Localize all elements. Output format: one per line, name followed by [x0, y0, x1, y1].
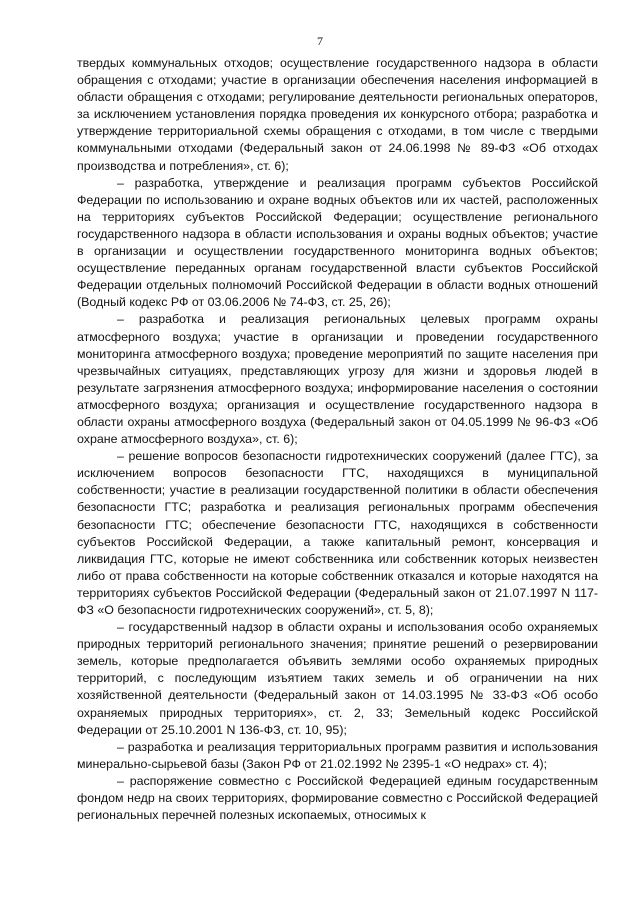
paragraph-hydro-structures: – решение вопросов безопасности гидротехнических сооружений (далее ГТС), за исключением вопросов безопасности ГТС, находящихся в муниципальной собственности; участие в реализации государственной политики в области обеспечения безопасности ГТС; разработка и реализация региональных программ обеспечения безопасности ГТС; обеспечение безопасности ГТС, находящихся в собственности субъектов Российской Федерации, а также капитальный ремонт, консервация и ликвидация ГТС, которые не имеют собственника или собственник которых неизвестен либо от права собственности на которые собственник отказался и которые находятся на территориях субъектов Российской Федерации (Федеральный закон от 21.07.1997 N 117-ФЗ «О безопасности гидротехнических сооружений», ст. 5, 8);	[77, 449, 598, 617]
paragraph-air-protection: – разработка и реализация региональных целевых программ охраны атмосферного воздуха; участие в организации и проведении государственного мониторинга атмосферного воздуха; проведение мероприятий по защите населения при чрезвычайных ситуациях, представляющих угрозу для жизни и здоровья людей в результате загрязнения атмосферного воздуха; информирование населения о состоянии атмосферного воздуха; организация и осуществление государственного надзора в области охраны атмосферного воздуха (Федеральный закон от 04.05.1999 № 96-ФЗ «Об охране атмосферного воздуха», ст. 6);	[77, 312, 598, 447]
paragraph-mineral-base: – разработка и реализация территориальных программ развития и использования минерально-сырьевой базы (Закон РФ от 21.02.1992 № 2395-1 «О недрах» ст. 4);	[77, 739, 598, 771]
paragraph-water-objects: – разработка, утверждение и реализация программ субъектов Российской Федерации по использованию и охране водных объектов или их частей, расположенных на территориях субъектов Российской Федерации; осуществление регионального государственного надзора в области использования и охраны водных объектов; участие в организации и осуществлении государственного мониторинга водных объектов; осуществление переданных органам государственной власти субъектов Российской Федерации отдельных полномочий Российской Федерации в области водных отношений (Водный кодекс РФ от 03.06.2006 № 74-ФЗ, ст. 25, 26);	[77, 175, 598, 310]
paragraph-protected-territories: – государственный надзор в области охраны и использования особо охраняемых природных территорий регионального значения; принятие решений о резервировании земель, которые предполагается объявить землями особо охраняемых природных территорий, с последующим изъятием таких земель и об ограничении на них хозяйственной деятельности (Федеральный закон от 14.03.1995 № 33-ФЗ «Об особо охраняемых природных территориях», ст. 2, 33; Земельный кодекс Российской Федерации от 25.10.2001 N 136-ФЗ, ст. 10, 95);	[77, 620, 598, 737]
paragraph-subsoil-fund: – распоряжение совместно с Российской Федерацией единым государственным фондом недр на своих территориях, формирование совместно с Российской Федерацией региональных перечней полезных ископаемых, относимых к	[77, 773, 598, 823]
document-body	[77, 55, 598, 824]
paragraph-waste: твердых коммунальных отходов; осуществление государственного надзора в области обращения с отходами; участие в организации обеспечения населения информацией в области обращения с отходами; регулирование деятельности региональных операторов, за исключением установления порядка проведения их конкурсного отбора; разработка и утверждение территориальной схемы обращения с отходами, в том числе с твердыми коммунальными отходами (Федеральный закон от 24.06.1998 № 89-ФЗ «Об отходах производства и потребления», ст. 6);	[77, 56, 598, 173]
page-number: 7	[317, 34, 323, 48]
